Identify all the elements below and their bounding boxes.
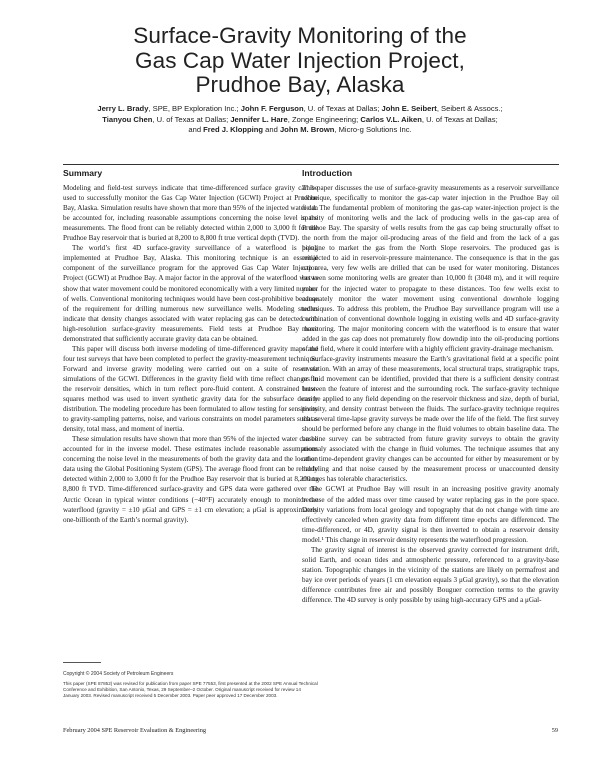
author-affiliation: , U. of Texas at Dallas; [303, 104, 382, 113]
section-heading: Summary [63, 164, 318, 178]
author-affiliation: , Zonge Engineering; [287, 114, 361, 124]
author-line-3 [45, 125, 555, 136]
author-line-1 [45, 104, 555, 115]
intro-paragraph: The GCWI at Prudhoe Bay will result in an increasing positive gravity anomaly because of the added mass over time caused by water replacing gas in the pore space. Density variations from local geology and topography that do not change with time are effectively canceled when gravity data from different time epochs are differenced. The time-differenced, or 4D, gravity signal is then inverted to obtain a reservoir density model.¹ This change in reservoir density represents the waterflood progression. [302, 485, 559, 544]
intro-paragraph: The gravity signal of interest is the observed gravity corrected for instrument drift, solid Earth, and ocean tides and atmospheric pressure, referenced to a gravity-base station. Topographic changes in the vicinity of the stations are likely on permafrost and bay ice over periods of years (1 cm elevation equals 3 μGal gravity), so that the elevation difference contributes free air and possibly Bouguer correction terms to the gravity difference. The 4D survey is only possible by using high-accuracy GPS and a μGal- [302, 545, 559, 604]
first-page-footnote [63, 662, 318, 699]
author-name: Jerry L. Brady [97, 104, 149, 113]
title-line-1: Surface-Gravity Monitoring of the [133, 23, 467, 48]
title-line-3: Prudhoe Bay, Alaska [195, 72, 405, 97]
summary-section [63, 164, 318, 525]
section-heading: Introduction [302, 164, 559, 178]
author-name: Carlos V.L. Aiken [360, 114, 422, 124]
author-affiliation: , SPE, BP Exploration Inc.; [148, 104, 241, 113]
copyright-notice: Copyright © 2004 Society of Petroleum Engineers [63, 671, 174, 677]
author-name: John F. Ferguson [240, 104, 304, 113]
author-affiliation: , U. of Texas at Dallas; [152, 114, 231, 124]
footnote-divider [63, 662, 101, 663]
author-name: John E. Seibert [381, 104, 437, 113]
paper-title [40, 24, 560, 98]
author-name: Jennifer L. Hare [230, 114, 288, 124]
journal-issue: February 2004 SPE Reservoir Evaluation & Engineering [63, 727, 207, 734]
page-number: 59 [551, 727, 558, 734]
intro-paragraph: Surface-gravity instruments measure the Earth’s gravitational field at a specific point or station. With an array of these measurements, local structural traps, stratigraphic traps, or fluid movement can be identified, provided that there is a sufficient density contrast between the feature of interest and the surrounding rock. The surface-gravity technique can be applied to any field depending on the reservoir thickness and size, depth of burial, porosity, and density contrast between the fluids. The surface-gravity technique requires that several time-lapse gravity surveys be made over the life of the field. The first survey should be performed before any change in the fluid volumes to obtain baseline data. The baseline survey can be subtracted from future gravity surveys to obtain the gravity anomaly associated with the change in fluid volumes. The technique assumes that any other time-dependent gravity changes can be accounted for either by measurement or by modeling and that noise caused by the measurement process or unaccounted density changes has tolerable characteristics. [302, 354, 559, 484]
author-line-2 [45, 115, 555, 126]
author-name: John M. Brown [279, 125, 335, 135]
author-connector: and [263, 125, 280, 135]
introduction-section [302, 164, 559, 605]
publication-history: This paper (SPE 87852) was revised for publication from paper SPE 77553, first presented at the 2002 SPE Annual Technical Conference and Exhibition, San Antonio, Texas, 29 September–2 October. Original manuscript received for review 14 January 2003. Revised manuscript received 5 December 2003. Paper peer approved 17 December 2003. [63, 681, 318, 699]
summary-paragraph: These simulation results have shown that more than 95% of the injected water can be accounted for in the inverse model. These estimates include reasonable assumptions concerning the noise level in the measurements of both the gravity data and the location data using the Global Positioning System (GPS). The average flood front can be reliably detected within 2,000 to 3,000 ft for the Prudhoe Bay reservoir that is buried at 8,200 to 8,800 ft TVD. Time-differenced surface-gravity and GPS data were gathered over the Arctic Ocean in typical winter conditions (−40°F) accurately enough to monitor the waterflood (gravity = ±10 μGal and GPS = ±1 cm elevation; a μGal is approximately one-billionth of the Earth’s normal gravity). [63, 435, 318, 524]
intro-paragraph: This paper discusses the use of surface-gravity measurements as a reservoir surveillance technique, specifically to monitor the gas-cap water injection in the Prudhoe Bay oil field. The fundamental problem of monitoring the gas-cap water-injection project is the sparsity of monitoring wells and the lack of producing wells in the gas-cap area of Prudhoe Bay. The sparsity of wells results from the gas cap being structurally offset to the north from the major oil-producing areas of the field and from the lack of a gas pipeline to market the gas from the North Slope reservoirs. The produced gas is reinjected to aid in reservoir-pressure maintenance. The consequence is that in the gas cap area, very few wells are drilled that can be used for water monitoring. Distances between some monitoring wells are greater than 10,000 ft (3048 m), and it will require years for the injected water to propagate to these distances. Too few wells exist to adequately monitor the water movement using conventional downhole logging techniques. To address this problem, the Prudhoe Bay surveillance program will use a combination of conventional downhole logging in existing wells and 4D surface-gravity monitoring. The major monitoring concern with the waterflood is to ensure that water added in the gas cap does not prematurely flow downdip into the oil-producing portions of the field, where it could interfere with a highly efficient gravity-drainage mechanism. [302, 184, 559, 353]
author-connector: and [188, 125, 204, 135]
author-list [45, 104, 555, 136]
author-affiliation: , Seibert & Assocs.; [436, 104, 503, 113]
author-affiliation: , U. of Texas at Dallas; [421, 114, 498, 124]
summary-paragraph: Modeling and field-test surveys indicate that time-differenced surface gravity can be used to successfully monitor the Gas Cap Water Injection (GCWI) Project at Prudhoe Bay, Alaska. Simulation results have shown that more than 95% of the injected water can be accounted for, including reasonable assumptions concerning the noise level in the measurements. The flood front can be reliably detected within 2,000 to 3,000 ft for the Prudhoe Bay reservoir that is buried at 8,200 to 8,800 ft true vertical depth (TVD). [63, 184, 318, 243]
author-name: Fred J. Klopping [203, 125, 264, 135]
title-line-2: Gas Cap Water Injection Project, [135, 47, 465, 73]
summary-paragraph: This paper will discuss both inverse modeling of time-differenced gravity maps and four test surveys that have been completed to perfect the gravity-measurement technique. Forward and inverse gravity modeling were carried out on a suite of reservoir simulations of the GCWI. Differences in the gravity field with time reflect changes in the reservoir densities, which in turn reflect pore-fluid content. A constrained least-squares method was used to invert synthetic gravity data for the subsurface density distribution. The modeling procedure has been formulated to allow testing for sensitivity to gravity-sampling patterns, noise, and various constraints on model parameters such as density, total mass, and moment of inertia. [63, 344, 318, 434]
author-name: Tianyou Chen [102, 114, 153, 124]
author-affiliation: , Micro-g Solutions Inc. [334, 125, 412, 135]
page-footer [63, 727, 558, 734]
summary-paragraph: The world’s first 4D surface-gravity surveillance of a waterflood is being implemented at Prudhoe Bay, Alaska. This monitoring technique is an essential component of the surveillance program for the approved Gas Cap Water Injection Project (GCWI) at Prudhoe Bay. A major factor in the approval of the waterflood was to show that water movement could be monitored economically with a very limited number of wells. Conventional monitoring techniques would have been cost-prohibitive because of the requirement for drilling numerous new surveillance wells. Modeling studies indicate that density changes associated with water replacing gas can be detected with high-resolution surface-gravity measurements. Field tests at Prudhoe Bay have demonstrated that sufficiently accurate gravity data can be obtained. [63, 244, 318, 343]
